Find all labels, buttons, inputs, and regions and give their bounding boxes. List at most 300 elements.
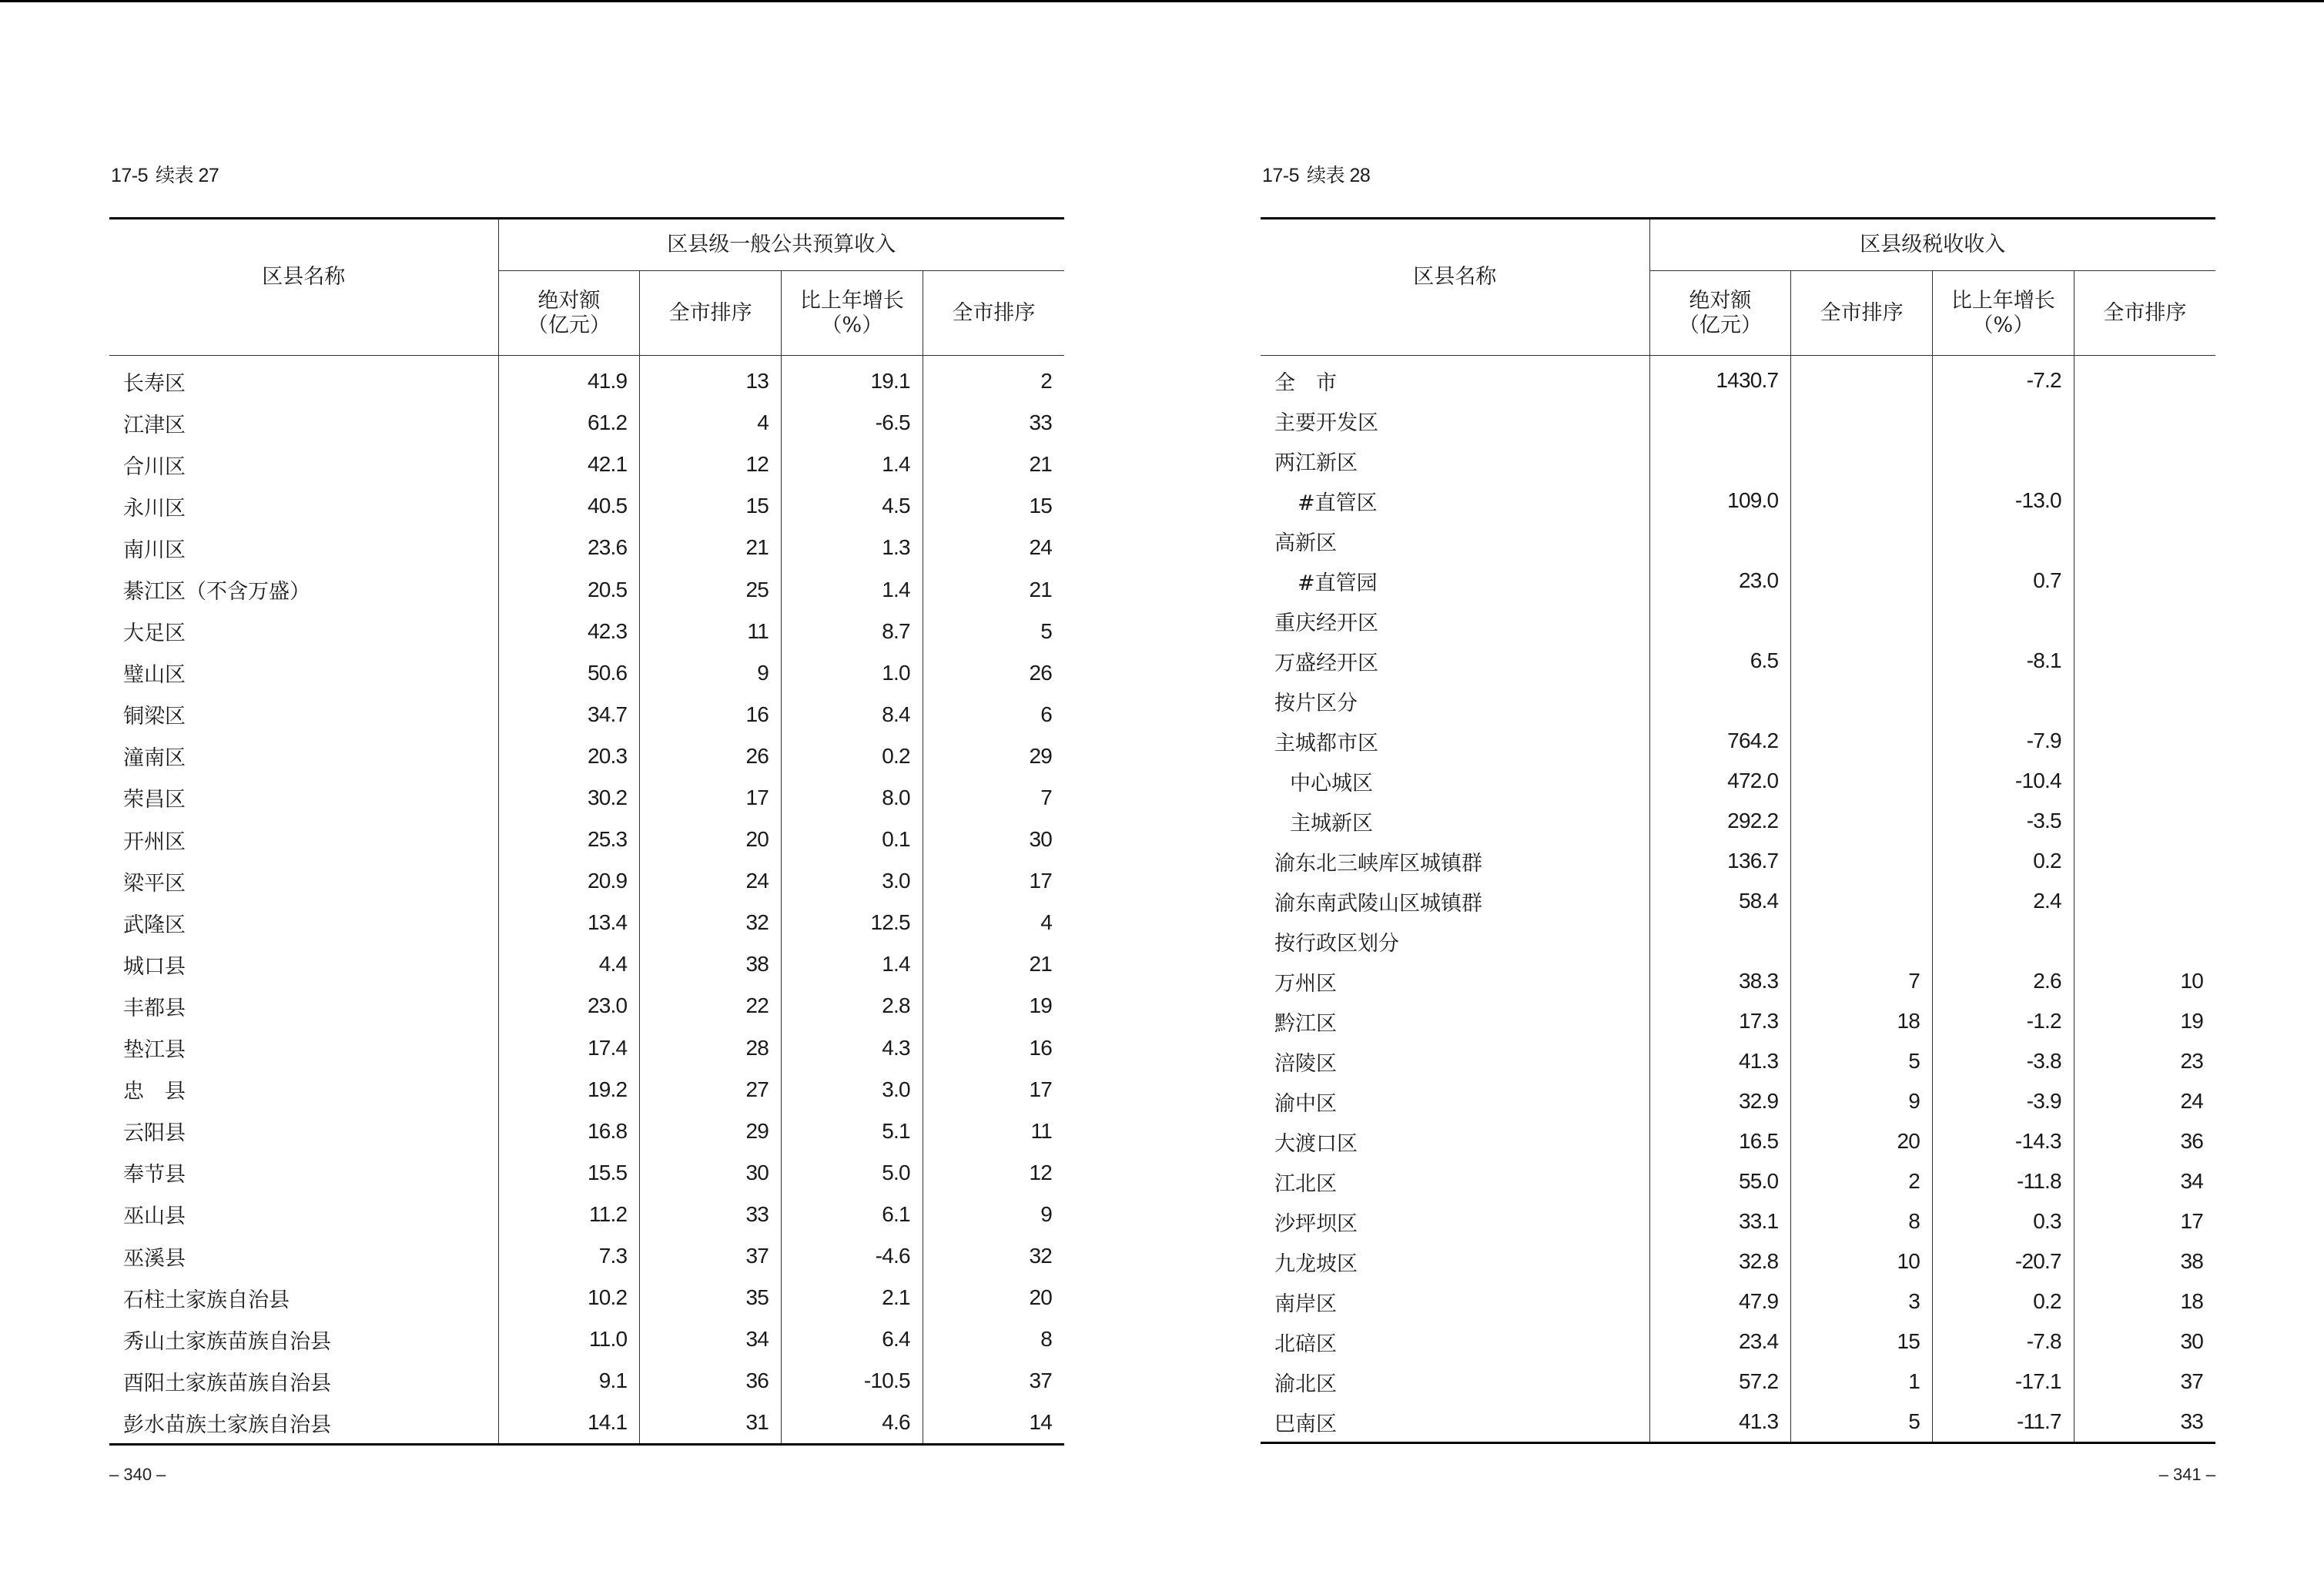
growth-cell: 2.1	[782, 1277, 923, 1318]
table-number: 17-5	[1262, 165, 1300, 186]
region-name-cell: #直管园	[1298, 571, 1378, 595]
region-name-cell: 武隆区	[123, 913, 186, 937]
region-name-cell: 渝北区	[1274, 1372, 1337, 1396]
rank-cell	[1791, 481, 1933, 521]
region-name-cell: 忠 县	[123, 1080, 186, 1104]
region-name-cell: 巴南区	[1274, 1412, 1337, 1436]
table-row	[1261, 1362, 2215, 1402]
region-name-cell: 涪陵区	[1274, 1051, 1337, 1076]
table-row	[109, 694, 1064, 735]
table-row	[1261, 481, 2215, 521]
growth-rank-cell	[2074, 801, 2215, 841]
table-row	[1261, 1201, 2215, 1241]
growth-rank-cell: 11	[923, 1111, 1064, 1152]
amount-cell: 13.4	[498, 902, 640, 943]
growth-cell: -4.6	[782, 1235, 923, 1277]
rank-cell	[1791, 681, 1933, 721]
growth-cell: -11.7	[1933, 1402, 2075, 1443]
growth-cell: 0.2	[1933, 1281, 2075, 1322]
growth-cell: 5.1	[782, 1111, 923, 1152]
growth-rank-cell: 16	[923, 1027, 1064, 1069]
table-row	[1261, 441, 2215, 481]
amount-cell	[1649, 521, 1791, 561]
growth-rank-cell: 12	[923, 1152, 1064, 1194]
growth-rank-cell	[2074, 356, 2215, 401]
growth-rank-cell	[2074, 641, 2215, 681]
growth-rank-cell: 23	[2074, 1041, 2215, 1081]
table-row	[109, 1194, 1064, 1235]
region-name-cell: 巫山县	[123, 1204, 186, 1229]
growth-cell: 1.4	[782, 444, 923, 485]
table-row	[109, 527, 1064, 568]
amount-cell: 61.2	[498, 402, 640, 444]
growth-rank-cell: 19	[2074, 1001, 2215, 1041]
rank-cell	[1791, 400, 1933, 441]
growth-rank-cell: 21	[923, 444, 1064, 485]
table-row	[109, 1027, 1064, 1069]
region-name-cell: 沙坪坝区	[1274, 1211, 1358, 1236]
growth-rank-cell: 18	[2074, 1281, 2215, 1322]
group-column-header: 区县级税收收入	[1649, 219, 2215, 271]
region-name-cell: 渝东北三峡库区城镇群	[1274, 851, 1482, 876]
table-row	[109, 1152, 1064, 1194]
table-number: 17-5	[111, 165, 149, 186]
region-name-cell: 云阳县	[123, 1121, 186, 1146]
rank-cell	[1791, 721, 1933, 761]
growth-cell: 1.4	[782, 943, 923, 985]
table-row	[1261, 561, 2215, 601]
growth-cell: -8.1	[1933, 641, 2075, 681]
table-row	[1261, 881, 2215, 921]
table-row	[1261, 1121, 2215, 1161]
rank-cell: 37	[640, 1235, 782, 1277]
region-name-cell: 两江新区	[1274, 451, 1358, 475]
amount-cell: 40.5	[498, 485, 640, 527]
amount-cell: 57.2	[1649, 1362, 1791, 1402]
growth-rank-cell	[2074, 841, 2215, 881]
growth-cell: 8.4	[782, 694, 923, 735]
growth-rank-cell	[2074, 881, 2215, 921]
amount-cell: 41.9	[498, 356, 640, 403]
region-name-cell: 秀山土家族苗族自治县	[123, 1329, 331, 1354]
growth-cell: 19.1	[782, 356, 923, 403]
growth-rank-cell: 29	[923, 735, 1064, 777]
growth-cell: -7.2	[1933, 356, 2075, 401]
growth-rank-cell	[2074, 441, 2215, 481]
growth-rank-cell: 17	[923, 1069, 1064, 1111]
growth-rank-cell: 24	[923, 527, 1064, 568]
growth-column-header: 比上年增长 （%）	[782, 271, 923, 356]
region-name-cell: 全 市	[1274, 370, 1337, 395]
amount-cell: 34.7	[498, 694, 640, 735]
region-name-cell: 南川区	[123, 538, 186, 562]
amount-cell: 23.0	[1649, 561, 1791, 601]
amount-cell: 136.7	[1649, 841, 1791, 881]
table-row	[1261, 1001, 2215, 1041]
growth-cell: 0.2	[782, 735, 923, 777]
growth-rank-cell: 33	[2074, 1402, 2215, 1443]
table-row	[1261, 1322, 2215, 1362]
region-name-cell: 巫溪县	[123, 1246, 186, 1271]
table-row	[1261, 356, 2215, 401]
rank-cell: 31	[640, 1402, 782, 1445]
growth-rank-cell	[2074, 400, 2215, 441]
amount-cell: 15.5	[498, 1152, 640, 1194]
table-row	[109, 777, 1064, 819]
growth-rank-cell: 2	[923, 356, 1064, 403]
amount-cell: 11.2	[498, 1194, 640, 1235]
growth-cell: -6.5	[782, 402, 923, 444]
rank-cell	[1791, 841, 1933, 881]
amount-cell: 25.3	[498, 819, 640, 860]
amount-cell	[1649, 601, 1791, 641]
rank-cell	[1791, 561, 1933, 601]
amount-cell	[1649, 441, 1791, 481]
amount-cell	[1649, 400, 1791, 441]
growth-rank-cell: 32	[923, 1235, 1064, 1277]
table-row	[1261, 841, 2215, 881]
rank-cell	[1791, 521, 1933, 561]
growth-cell: -13.0	[1933, 481, 2075, 521]
amount-cell: 38.3	[1649, 961, 1791, 1001]
table-row	[109, 1277, 1064, 1318]
growth-rank-cell: 10	[2074, 961, 2215, 1001]
growth-rank-cell	[2074, 761, 2215, 801]
rank-cell: 20	[640, 819, 782, 860]
rank-cell: 25	[640, 568, 782, 610]
rank-cell: 20	[1791, 1121, 1933, 1161]
rank-cell	[1791, 881, 1933, 921]
table-row	[109, 1111, 1064, 1152]
left-page	[109, 0, 1064, 1588]
group-column-header: 区县级一般公共预算收入	[498, 219, 1064, 271]
table-row	[109, 611, 1064, 652]
region-name-cell: 石柱土家族自治县	[123, 1288, 290, 1312]
growth-rank-cell: 4	[923, 902, 1064, 943]
growth-rank-cell: 9	[923, 1194, 1064, 1235]
growth-rank-cell	[2074, 921, 2215, 961]
growth-rank-cell: 38	[2074, 1241, 2215, 1281]
growth-cell: 0.3	[1933, 1201, 2075, 1241]
region-name-cell: 奉节县	[123, 1163, 186, 1188]
rank-cell: 36	[640, 1360, 782, 1402]
growth-rank-cell: 21	[923, 568, 1064, 610]
region-name-cell: 黔江区	[1274, 1011, 1337, 1036]
amount-cell: 6.5	[1649, 641, 1791, 681]
region-name-cell: 渝中区	[1274, 1091, 1337, 1116]
table-row	[109, 1318, 1064, 1360]
rank-cell: 16	[640, 694, 782, 735]
rank-cell: 28	[640, 1027, 782, 1069]
growth-rank-cell: 36	[2074, 1121, 2215, 1161]
growth-rank-cell: 21	[923, 943, 1064, 985]
table-row	[1261, 761, 2215, 801]
growth-rank-cell: 7	[923, 777, 1064, 819]
rank-cell: 9	[1791, 1081, 1933, 1121]
growth-cell	[1933, 921, 2075, 961]
amount-cell: 47.9	[1649, 1281, 1791, 1322]
amount-cell: 32.8	[1649, 1241, 1791, 1281]
growth-rank-cell: 15	[923, 485, 1064, 527]
table-row	[1261, 641, 2215, 681]
amount-cell: 23.0	[498, 985, 640, 1027]
table-row	[1261, 521, 2215, 561]
table-row	[109, 819, 1064, 860]
amount-cell: 58.4	[1649, 881, 1791, 921]
growth-cell: 6.4	[782, 1318, 923, 1360]
growth-cell: 4.6	[782, 1402, 923, 1445]
table-row	[109, 402, 1064, 444]
growth-cell	[1933, 601, 2075, 641]
region-name-cell: 高新区	[1274, 531, 1337, 555]
growth-rank-cell	[2074, 481, 2215, 521]
growth-rank-cell: 14	[923, 1402, 1064, 1445]
amount-cell: 32.9	[1649, 1081, 1791, 1121]
revenue-table	[109, 217, 1064, 1446]
page-number: – 340 –	[109, 1465, 166, 1484]
growth-cell: 2.4	[1933, 881, 2075, 921]
rank-cell: 22	[640, 985, 782, 1027]
growth-rank-cell: 33	[923, 402, 1064, 444]
growth-cell: 5.0	[782, 1152, 923, 1194]
table-row	[1261, 1161, 2215, 1201]
region-name-cell: 南岸区	[1274, 1292, 1337, 1316]
region-name-cell: 梁平区	[123, 871, 186, 896]
rank-cell: 17	[640, 777, 782, 819]
growth-cell: -17.1	[1933, 1362, 2075, 1402]
region-name-cell: 铜梁区	[123, 705, 186, 729]
region-name-cell: 彭水苗族土家族自治县	[123, 1412, 331, 1437]
growth-rank-cell: 26	[923, 652, 1064, 694]
rank-cell: 15	[640, 485, 782, 527]
table-row	[1261, 721, 2215, 761]
amount-cell: 11.0	[498, 1318, 640, 1360]
region-name-cell: 大足区	[123, 621, 186, 646]
rank-cell: 9	[640, 652, 782, 694]
page-number: – 341 –	[2158, 1465, 2215, 1484]
rank-cell	[1791, 641, 1933, 681]
amount-cell: 4.4	[498, 943, 640, 985]
table-row	[109, 652, 1064, 694]
growth-rank-cell: 37	[2074, 1362, 2215, 1402]
amount-cell: 23.6	[498, 527, 640, 568]
table-row	[1261, 1081, 2215, 1121]
table-row	[1261, 961, 2215, 1001]
amount-column-header: 绝对额 （亿元）	[498, 271, 640, 356]
region-name-cell: 渝东南武陵山区城镇群	[1274, 891, 1482, 916]
region-name-cell: 垫江县	[123, 1038, 186, 1063]
amount-cell: 42.1	[498, 444, 640, 485]
amount-cell: 55.0	[1649, 1161, 1791, 1201]
growth-cell: 0.7	[1933, 561, 2075, 601]
region-name-cell: 江津区	[123, 413, 186, 437]
growth-rank-cell: 30	[2074, 1322, 2215, 1362]
growth-rank-cell: 19	[923, 985, 1064, 1027]
rank-cell: 27	[640, 1069, 782, 1111]
rank-cell	[1791, 761, 1933, 801]
growth-rank-cell: 34	[2074, 1161, 2215, 1201]
rank-cell: 32	[640, 902, 782, 943]
rank-cell: 3	[1791, 1281, 1933, 1322]
region-name-cell: 丰都县	[123, 996, 186, 1020]
table-row	[109, 902, 1064, 943]
amount-cell: 23.4	[1649, 1322, 1791, 1362]
tax-revenue-table	[1261, 217, 2215, 1444]
name-column-header: 区县名称	[109, 219, 498, 356]
table-row	[1261, 801, 2215, 841]
table-row	[109, 1069, 1064, 1111]
table-row	[109, 444, 1064, 485]
growth-cell	[1933, 521, 2075, 561]
growth-rank-cell: 17	[923, 860, 1064, 902]
region-name-cell: 酉阳土家族苗族自治县	[123, 1371, 331, 1395]
amount-cell: 50.6	[498, 652, 640, 694]
region-name-cell: 城口县	[123, 954, 186, 979]
region-name-cell: 主城都市区	[1274, 731, 1378, 755]
growth-cell: 0.2	[1933, 841, 2075, 881]
amount-cell: 17.4	[498, 1027, 640, 1069]
rank-cell: 13	[640, 356, 782, 403]
rank-cell: 8	[1791, 1201, 1933, 1241]
growth-cell: 3.0	[782, 860, 923, 902]
amount-cell: 20.5	[498, 568, 640, 610]
amount-cell: 292.2	[1649, 801, 1791, 841]
amount-cell: 10.2	[498, 1277, 640, 1318]
rank-cell: 1	[1791, 1362, 1933, 1402]
rank-column-header: 全市排序	[640, 271, 782, 356]
growth-rank-cell: 30	[923, 819, 1064, 860]
table-subtitle: 续表 27	[156, 165, 219, 186]
rank-cell	[1791, 801, 1933, 841]
table-row	[109, 985, 1064, 1027]
region-name-cell: 潼南区	[123, 746, 186, 771]
table-row	[1261, 921, 2215, 961]
amount-cell: 764.2	[1649, 721, 1791, 761]
table-row	[1261, 1281, 2215, 1322]
amount-column-header: 绝对额 （亿元）	[1649, 271, 1791, 356]
rank-cell: 10	[1791, 1241, 1933, 1281]
region-name-cell: 重庆经开区	[1274, 611, 1378, 635]
rank-cell: 29	[640, 1111, 782, 1152]
growth-cell	[1933, 441, 2075, 481]
growth-rank-cell: 37	[923, 1360, 1064, 1402]
growth-rank-cell	[2074, 561, 2215, 601]
amount-cell: 42.3	[498, 611, 640, 652]
table-row	[1261, 601, 2215, 641]
growth-cell: 2.8	[782, 985, 923, 1027]
growth-cell: 4.3	[782, 1027, 923, 1069]
growth-rank-column-header: 全市排序	[2074, 271, 2215, 356]
growth-cell: 6.1	[782, 1194, 923, 1235]
rank-cell: 26	[640, 735, 782, 777]
table-row	[1261, 1402, 2215, 1443]
growth-cell: -10.5	[782, 1360, 923, 1402]
rank-cell	[1791, 921, 1933, 961]
region-name-cell: 按行政区划分	[1274, 931, 1399, 956]
growth-cell: -14.3	[1933, 1121, 2075, 1161]
rank-column-header: 全市排序	[1791, 271, 1933, 356]
growth-column-header: 比上年增长 （%）	[1933, 271, 2075, 356]
rank-cell: 5	[1791, 1041, 1933, 1081]
table-row	[109, 485, 1064, 527]
region-name-cell: 长寿区	[123, 371, 186, 396]
growth-cell: 1.0	[782, 652, 923, 694]
rank-cell	[1791, 601, 1933, 641]
region-name-cell: 九龙坡区	[1274, 1251, 1358, 1276]
growth-cell: 8.0	[782, 777, 923, 819]
rank-cell: 7	[1791, 961, 1933, 1001]
growth-rank-cell	[2074, 601, 2215, 641]
growth-cell: 4.5	[782, 485, 923, 527]
amount-cell	[1649, 681, 1791, 721]
region-name-cell: 合川区	[123, 454, 186, 479]
growth-rank-cell: 17	[2074, 1201, 2215, 1241]
growth-cell: 3.0	[782, 1069, 923, 1111]
rank-cell	[1791, 356, 1933, 401]
rank-cell: 21	[640, 527, 782, 568]
growth-cell: 8.7	[782, 611, 923, 652]
region-name-cell: 江北区	[1274, 1171, 1337, 1196]
amount-cell: 9.1	[498, 1360, 640, 1402]
region-name-cell: 荣昌区	[123, 788, 186, 812]
region-name-cell: 万州区	[1274, 971, 1337, 996]
rank-cell: 34	[640, 1318, 782, 1360]
amount-cell: 16.8	[498, 1111, 640, 1152]
growth-rank-column-header: 全市排序	[923, 271, 1064, 356]
growth-cell	[1933, 681, 2075, 721]
growth-cell: 12.5	[782, 902, 923, 943]
table-row	[109, 1402, 1064, 1445]
rank-cell: 18	[1791, 1001, 1933, 1041]
table-row	[1261, 1241, 2215, 1281]
rank-cell: 11	[640, 611, 782, 652]
amount-cell: 20.3	[498, 735, 640, 777]
growth-cell: -3.9	[1933, 1081, 2075, 1121]
name-column-header: 区县名称	[1261, 219, 1649, 356]
growth-cell: 1.3	[782, 527, 923, 568]
growth-rank-cell: 6	[923, 694, 1064, 735]
amount-cell: 17.3	[1649, 1001, 1791, 1041]
amount-cell: 14.1	[498, 1402, 640, 1445]
table-row	[109, 568, 1064, 610]
table-row	[1261, 400, 2215, 441]
table-row	[1261, 1041, 2215, 1081]
region-name-cell: #直管区	[1298, 491, 1378, 515]
region-name-cell: 北碚区	[1274, 1332, 1337, 1356]
amount-cell: 33.1	[1649, 1201, 1791, 1241]
growth-rank-cell: 8	[923, 1318, 1064, 1360]
rank-cell: 5	[1791, 1402, 1933, 1443]
amount-cell: 20.9	[498, 860, 640, 902]
rank-cell: 33	[640, 1194, 782, 1235]
region-name-cell: 永川区	[123, 496, 186, 521]
growth-rank-cell	[2074, 521, 2215, 561]
region-name-cell: 璧山区	[123, 663, 186, 688]
rank-cell: 30	[640, 1152, 782, 1194]
region-name-cell: 开州区	[123, 829, 186, 854]
table-row	[109, 860, 1064, 902]
table-subtitle: 续表 28	[1307, 165, 1371, 186]
table-row	[109, 943, 1064, 985]
rank-cell: 12	[640, 444, 782, 485]
growth-cell: 1.4	[782, 568, 923, 610]
growth-rank-cell: 24	[2074, 1081, 2215, 1121]
growth-cell: 2.6	[1933, 961, 2075, 1001]
amount-cell: 41.3	[1649, 1402, 1791, 1443]
rank-cell: 24	[640, 860, 782, 902]
growth-cell: -20.7	[1933, 1241, 2075, 1281]
growth-cell: -1.2	[1933, 1001, 2075, 1041]
